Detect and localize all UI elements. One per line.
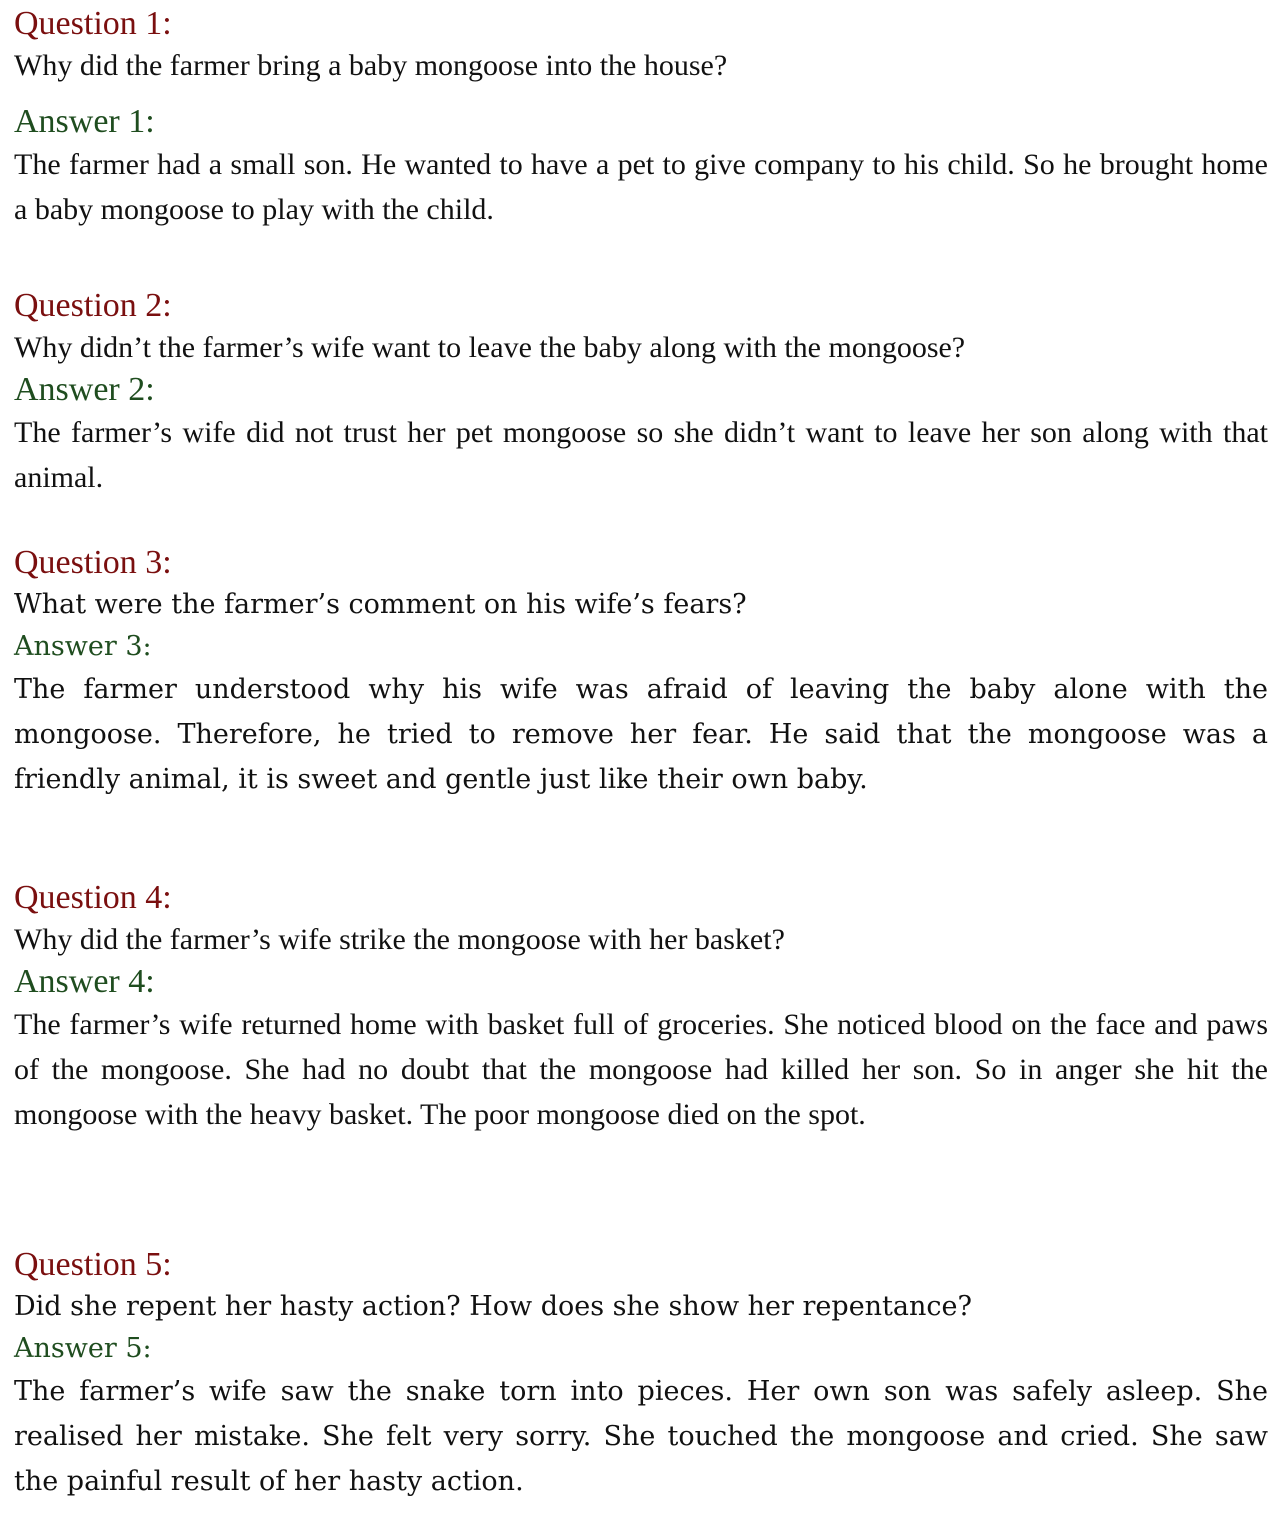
qa-block-5	[14, 1245, 1268, 1504]
qa-block-4	[14, 878, 1268, 1137]
answer-text: The farmer’s wife saw the snake torn into pieces. Her own son was safely asleep. She realised her mistake. She felt very sorry. She touched the mongoose and cried. She saw the painful result of her hasty action.	[14, 1376, 1268, 1497]
qa-block-3	[14, 543, 1268, 802]
answer-heading: Answer 2:	[14, 371, 155, 408]
question-text: Why didn’t the farmer’s wife want to leave the baby along with the mongoose?	[14, 331, 966, 364]
question-heading: Question 2:	[14, 287, 172, 324]
question-heading: Question 3:	[14, 544, 172, 581]
question-heading: Question 5:	[14, 1246, 172, 1283]
answer-heading: Answer 5:	[14, 1333, 152, 1364]
question-text: What were the farmer’s comment on his wife’s fears?	[14, 589, 747, 620]
answer-heading: Answer 1:	[14, 103, 155, 140]
question-heading: Question 1:	[14, 5, 172, 42]
answer-text: The farmer’s wife did not trust her pet mongoose so she didn’t want to leave her son along with that animal.	[14, 416, 1268, 494]
question-text: Why did the farmer’s wife strike the mongoose with her basket?	[14, 923, 785, 956]
answer-text: The farmer had a small son. He wanted to have a pet to give company to his child. So he brought home a baby mongoose to play with the child.	[14, 148, 1268, 226]
qa-block-1	[14, 4, 1268, 232]
qa-block-2	[14, 286, 1268, 500]
answer-heading: Answer 4:	[14, 963, 155, 1000]
question-text: Why did the farmer bring a baby mongoose into the house?	[14, 49, 728, 82]
answer-text: The farmer understood why his wife was afraid of leaving the baby alone with the mongoose. Therefore, he tried to remove her fear. He said that the mongoose was a friendly animal, it is sweet and gentle just like their own baby.	[14, 674, 1268, 795]
answer-text: The farmer’s wife returned home with basket full of groceries. She noticed blood on the face and paws of the mongoose. She had no doubt that the mongoose had killed her son. So in anger she hit the mongoose with the heavy basket. The poor mongoose died on the spot.	[14, 1008, 1268, 1131]
question-heading: Question 4:	[14, 879, 172, 916]
answer-heading: Answer 3:	[14, 631, 152, 662]
question-text: Did she repent her hasty action? How does she show her repentance?	[14, 1291, 972, 1322]
